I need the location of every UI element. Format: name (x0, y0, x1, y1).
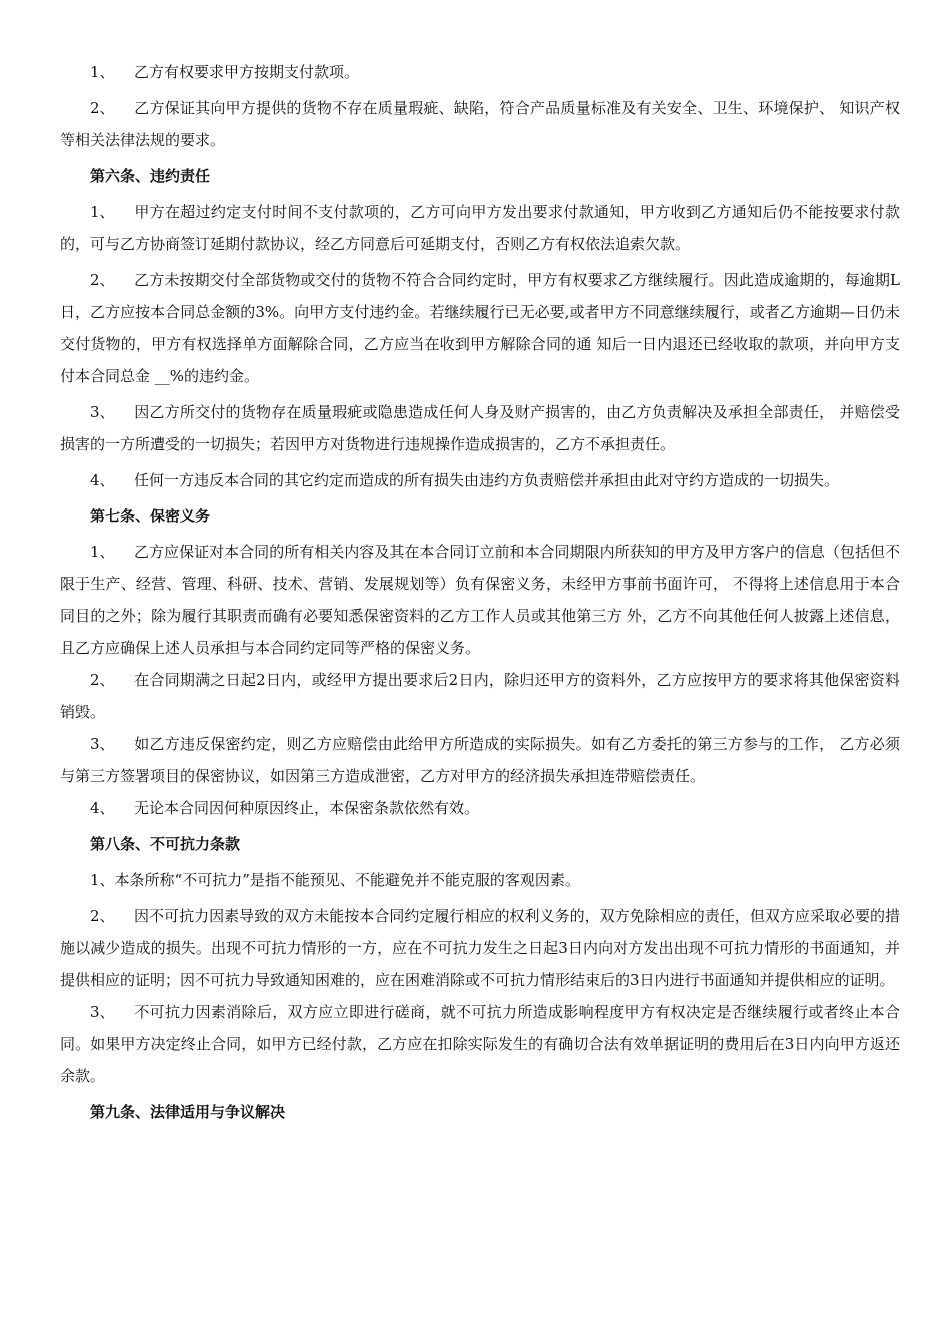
clause7-item-4 (60, 792, 900, 824)
clause5-item-1 (60, 56, 900, 88)
item-number: 2、 (90, 671, 115, 689)
clause7-item-1 (60, 536, 900, 664)
contract-page (60, 56, 900, 1132)
item-text: 因不可抗力因素导致的双方未能按本合同约定履行相应的权利义务的，双方免除相应的责任，但双方应采取必要的措施以减少造成的损失。出现不可抗力情形的一方，应在不可抗力发生之日起3日内向对方发出出现不可抗力情形的书面通知，并提供相应的证明；因不可抗力导致通知困难的，应在困难消除或不可抗力情形结束后的3日内进行书面通知并提供相应的证明。 (60, 907, 900, 989)
clause6-title: 第六条、违约责任 (90, 167, 211, 185)
clause8-item-3 (60, 996, 900, 1092)
item-text: 不可抗力因素消除后，双方应立即进行磋商，就不可抗力所造成影响程度甲方有权决定是否继续履行或者终止本合同。如果甲方决定终止合同，如甲方已经付款，乙方应在扣除实际发生的有确切合法有效单据证明的费用后在3日内向甲方返还余款。 (60, 1003, 900, 1085)
clause7-title: 第七条、保密义务 (90, 507, 211, 525)
clause9-title: 第九条、法律适用与争议解决 (90, 1103, 286, 1121)
item-text: 如乙方违反保密约定，则乙方应赔偿由此给甲方所造成的实际损失。如有乙方委托的第三方参与的工作， 乙方必须与第三方签署项目的保密协议，如因第三方造成泄密，乙方对甲方的经济损失承担连带赔偿责任。 (60, 735, 900, 785)
item-number: 1、 (90, 63, 115, 81)
item-number: 1、 (90, 203, 115, 221)
item-text: 甲方在超过约定支付时间不支付款项的，乙方可向甲方发出要求付款通知，甲方收到乙方通知后仍不能按要求付款的，可与乙方协商签订延期付款协议，经乙方同意后可延期支付，否则乙方有权依法追索欠款。 (60, 203, 900, 253)
clause7-item-3 (60, 728, 900, 792)
clause7-item-2 (60, 664, 900, 728)
clause6-item-4 (60, 464, 900, 496)
item-number: 3、 (90, 735, 115, 753)
item-text: 任何一方违反本合同的其它约定而造成的所有损失由违约方负责赔偿并承担由此对守约方造成的一切损失。 (134, 471, 840, 489)
item-text: 在合同期满之日起2日内，或经甲方提出要求后2日内，除归还甲方的资料外，乙方应按甲方的要求将其他保密资料销毁。 (60, 671, 900, 721)
clause8-item-1: 1、本条所称“不可抗力”是指不能预见、不能避免并不能克服的客观因素。 (90, 871, 580, 889)
item-number: 2、 (90, 271, 115, 289)
clause8-item-2 (60, 900, 900, 996)
item-number: 4、 (90, 799, 115, 817)
item-number: 2、 (90, 99, 115, 117)
clause6-item-3 (60, 396, 900, 460)
item-number: 4、 (90, 471, 115, 489)
item-number: 3、 (90, 403, 115, 421)
item-number: 2、 (90, 907, 115, 925)
item-text: 乙方有权要求甲方按期支付款项。 (134, 63, 360, 81)
clause8-title: 第八条、不可抗力条款 (90, 835, 241, 853)
item-number: 1、 (90, 543, 115, 561)
item-text: 乙方未按期交付全部货物或交付的货物不符合合同约定时，甲方有权要求乙方继续履行。因此造成逾期的，每逾期L日，乙方应按本合同总金额的3%。向甲方支付违约金。若继续履行已无必要,或者甲方不同意继续履行，或者乙方逾期—日仍未交付货物的，甲方有权选择单方面解除合同，乙方应当在收到甲方解除合同的通 知后一日内退还已经收取的款项，并向甲方支付本合同总金 __%的违约金。 (60, 271, 900, 385)
clause5-item-2 (60, 92, 900, 156)
item-text: 乙方应保证对本合同的所有相关内容及其在本合同订立前和本合同期限内所获知的甲方及甲方客户的信息（包括但不限于生产、经营、管理、科研、技术、营销、发展规划等）负有保密义务，未经甲方事前书面许可， 不得将上述信息用于本合同目的之外；除为履行其职责而确有必要知悉保密资料的乙方工作人员或其他第三方 外，乙方不向其他任何人披露上述信息，且乙方应确保上述人员承担与本合同约定同等严格的保密义务。 (60, 543, 900, 657)
item-number: 3、 (90, 1003, 115, 1021)
clause6-item-1 (60, 196, 900, 260)
item-text: 因乙方所交付的货物存在质量瑕疵或隐患造成任何人身及财产损害的，由乙方负责解决及承担全部责任， 并赔偿受损害的一方所遭受的一切损失；若因甲方对货物进行违规操作造成损害的，乙方不承担责任。 (60, 403, 900, 453)
item-text: 无论本合同因何种原因终止，本保密条款依然有效。 (134, 799, 480, 817)
item-text: 乙方保证其向甲方提供的货物不存在质量瑕疵、缺陷，符合产品质量标准及有关安全、卫生、环境保护、 知识产权等相关法律法规的要求。 (60, 99, 900, 149)
clause6-item-2 (60, 264, 900, 392)
